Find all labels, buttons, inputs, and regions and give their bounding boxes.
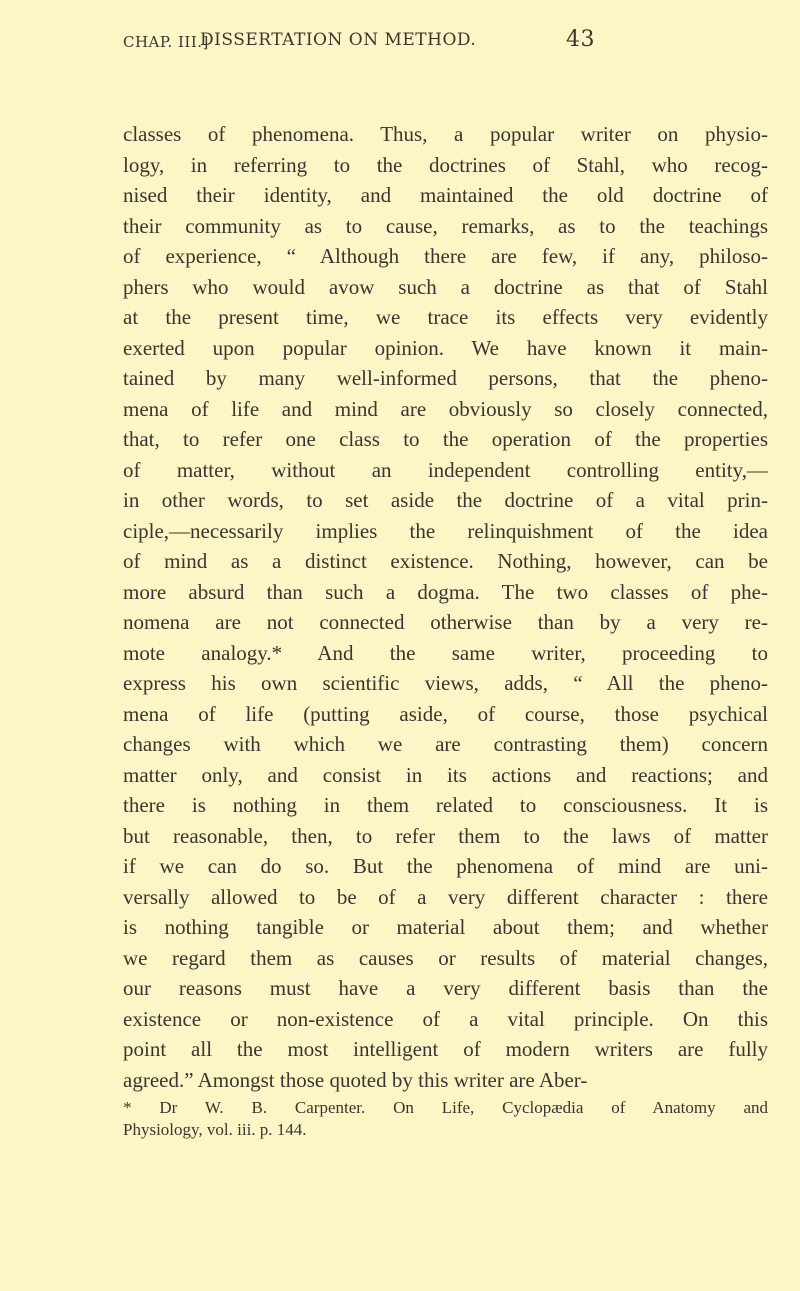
text-line: more absurd than such a dogma. The two classes of phe- [123,579,768,604]
text-line: mote analogy.* And the same writer, proceeding to [123,640,768,665]
text-line: at the present time, we trace its effects very evidently [123,305,768,329]
text-line: mena of life (putting aside, of course, those psychical [123,701,768,726]
footnote [123,1097,768,1141]
page-number: 43 [566,27,595,52]
running-title: DISSERTATION ON METHOD. [200,30,477,50]
chapter-label: CHAP. III.] [123,33,209,51]
text-line: that, to refer one class to the operation of the properties [123,427,768,451]
text-line: nised their identity, and maintained the old doctrine of [123,183,768,207]
text-line: mena of life and mind are obviously so closely connected, [123,396,768,421]
text-line: is nothing tangible or material about them; and whether [123,915,768,939]
text-line: exerted upon popular opinion. We have known it main- [123,335,768,360]
text-line: of matter, without an independent controlling entity,— [123,457,768,482]
text-line: of experience, “ Although there are few, if any, philoso- [123,244,768,268]
text-line: Physiology, vol. iii. p. 144. [123,1120,307,1139]
text-line: of mind as a distinct existence. Nothing, however, can be [123,549,768,573]
text-line: express his own scientific views, adds, “ All the pheno- [123,671,768,695]
text-line: * Dr W. B. Carpenter. On Life, Cyclopædia of Anatomy and [123,1098,768,1117]
text-line: versally allowed to be of a very different character : there [123,884,768,909]
text-line: existence or non-existence of a vital principle. On this [123,1006,768,1031]
text-line: in other words, to set aside the doctrine of a vital prin- [123,488,768,512]
text-line: there is nothing in them related to consciousness. It is [123,793,768,817]
text-line: ciple,—necessarily implies the relinquishment of the idea [123,518,768,543]
text-line: phers who would avow such a doctrine as that of Stahl [123,274,768,299]
text-line: we regard them as causes or results of material changes, [123,945,768,970]
text-line: their community as to cause, remarks, as to the teachings [123,213,768,238]
text-line: if we can do so. But the phenomena of mind are uni- [123,854,768,878]
body-text [123,119,768,1095]
text-line: logy, in referring to the doctrines of Stahl, who recog- [123,152,768,177]
text-line: nomena are not connected otherwise than by a very re- [123,610,768,634]
text-line: classes of phenomena. Thus, a popular writer on physio- [123,122,768,146]
text-line: agreed.” Amongst those quoted by this writer are Aber- [123,1067,588,1092]
text-line: but reasonable, then, to refer them to the laws of matter [123,823,768,848]
text-line: tained by many well-informed persons, that the pheno- [123,366,768,390]
text-line: matter only, and consist in its actions and reactions; and [123,762,768,787]
text-line: point all the most intelligent of modern writers are fully [123,1037,768,1061]
text-line: our reasons must have a very different basis than the [123,976,768,1000]
text-line: changes with which we are contrasting them) concern [123,732,768,756]
